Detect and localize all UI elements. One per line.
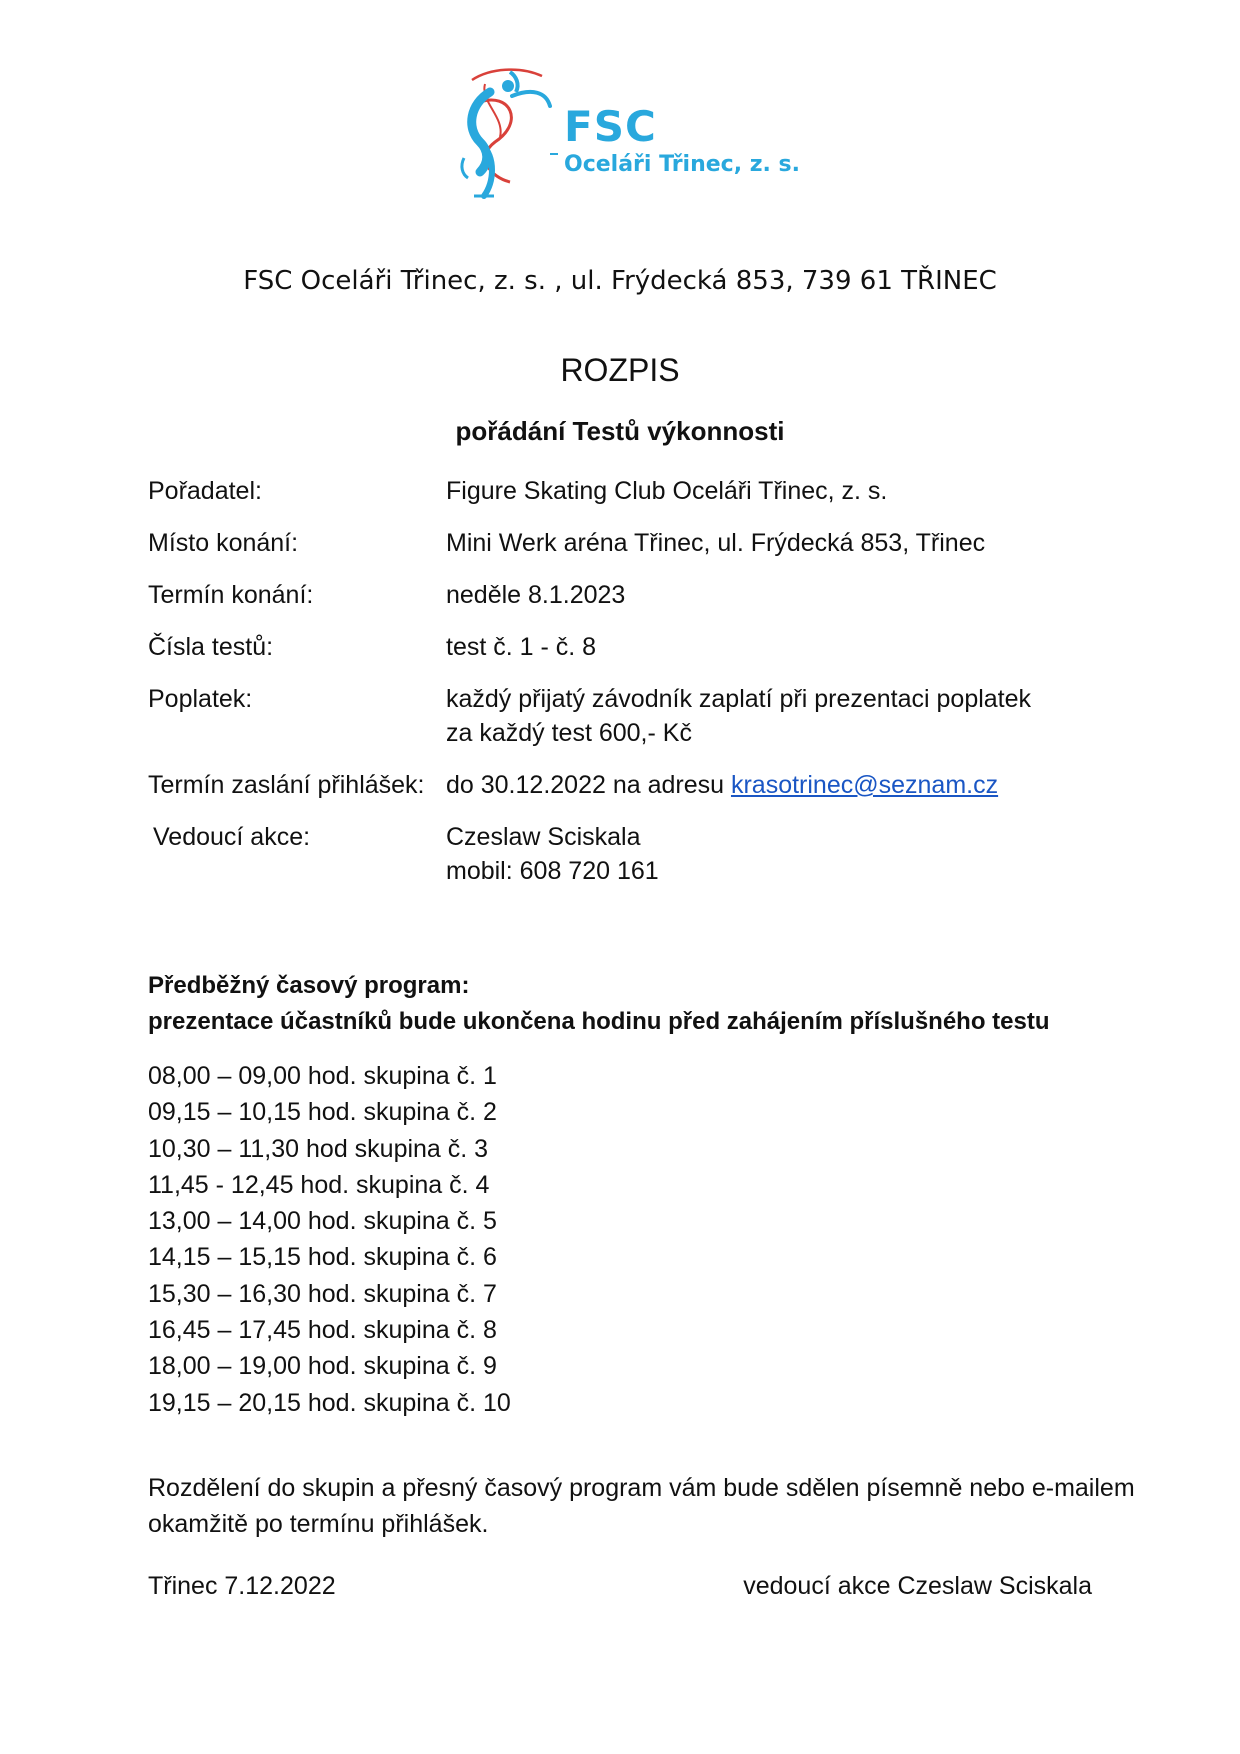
info-label: Termín konání:: [148, 581, 314, 609]
info-value-line: [446, 768, 1108, 802]
info-value: [446, 682, 1108, 750]
schedule-item: 14,15 – 15,15 hod. skupina č. 6: [148, 1243, 497, 1272]
logo-title: FSC: [564, 102, 657, 151]
schedule-item: 10,30 – 11,30 hod skupina č. 3: [148, 1134, 489, 1163]
document-subtitle: pořádání Testů výkonnosti: [455, 416, 785, 446]
info-row-tests: [148, 630, 1108, 664]
info-label: Místo konání:: [148, 529, 299, 557]
info-label: Pořadatel:: [148, 477, 262, 505]
info-value: [446, 474, 1108, 508]
deadline-text: do 30.12.2022 na adresu: [446, 771, 731, 799]
info-value-line: neděle 8.1.2023: [446, 581, 626, 609]
schedule-item: 19,15 – 20,15 hod. skupina č. 10: [148, 1388, 511, 1417]
schedule-item: 15,30 – 16,30 hod. skupina č. 7: [148, 1279, 497, 1308]
schedule-item: 08,00 – 09,00 hod. skupina č. 1: [148, 1062, 497, 1090]
info-value-line: test č. 1 - č. 8: [446, 633, 597, 661]
schedule-item: 13,00 – 14,00 hod. skupina č. 5: [148, 1207, 497, 1236]
info-label: Vedoucí akce:: [153, 823, 311, 851]
info-row-venue: [148, 526, 1108, 560]
program-heading: Předběžný časový program:: [148, 972, 470, 999]
event-info: [148, 474, 1108, 906]
signature: vedoucí akce Czeslaw Sciskala: [743, 1572, 1092, 1600]
info-row-deadline: [148, 768, 1108, 802]
info-value: [446, 578, 1108, 612]
schedule-item: 09,15 – 10,15 hod. skupina č. 2: [148, 1098, 497, 1127]
info-value-line: Czeslaw Sciskala: [446, 823, 641, 851]
info-row-fee: [148, 682, 1108, 750]
info-row-organizer: [148, 474, 1108, 508]
note-line: okamžitě po termínu přihlášek.: [148, 1510, 489, 1538]
info-value-line: Figure Skating Club Oceláři Třinec, z. s.: [446, 477, 888, 505]
schedule-item: 16,45 – 17,45 hod. skupina č. 8: [148, 1316, 497, 1345]
program-heading-block: [148, 968, 1050, 1040]
note-line: Rozdělení do skupin a přesný časový program vám bude sdělen písemně nebo e-mailem: [148, 1474, 1135, 1502]
info-value-line: mobil: 608 720 161: [446, 857, 659, 885]
info-value-line: za každý test 600,- Kč: [446, 719, 692, 747]
schedule-list: [148, 1058, 511, 1421]
email-link[interactable]: krasotrinec@seznam.cz: [730, 771, 999, 799]
info-row-date: [148, 578, 1108, 612]
grouping-note: [148, 1470, 1135, 1542]
info-value-line: Mini Werk aréna Třinec, ul. Frýdecká 853, Třinec: [446, 529, 986, 557]
schedule-item: 11,45 - 12,45 hod. skupina č. 4: [148, 1170, 490, 1199]
skater-logo-icon: [450, 62, 570, 222]
info-row-leader: [148, 820, 1108, 888]
program-subheading: prezentace účastníků bude ukončena hodinu před zahájením příslušného testu: [148, 1008, 1050, 1035]
info-value: [446, 768, 1108, 802]
document-title: ROZPIS: [560, 352, 680, 388]
info-value: [446, 630, 1108, 664]
info-value: [446, 820, 1108, 888]
info-label: Čísla testů:: [148, 633, 274, 661]
club-address: FSC Oceláři Třinec, z. s. , ul. Frýdecká 853, 739 61 TŘINEC: [243, 266, 997, 296]
info-value-line: každý přijatý závodník zaplatí při prezentaci poplatek: [446, 685, 1032, 713]
place-date: Třinec 7.12.2022: [148, 1572, 336, 1600]
logo-subtitle: Oceláři Třinec, z. s.: [564, 152, 800, 177]
info-label: Termín zaslání přihlášek:: [148, 771, 425, 799]
club-logo: [450, 62, 800, 222]
schedule-item: 18,00 – 19,00 hod. skupina č. 9: [148, 1352, 497, 1381]
info-value: [446, 526, 1108, 560]
info-label: Poplatek:: [148, 685, 253, 713]
